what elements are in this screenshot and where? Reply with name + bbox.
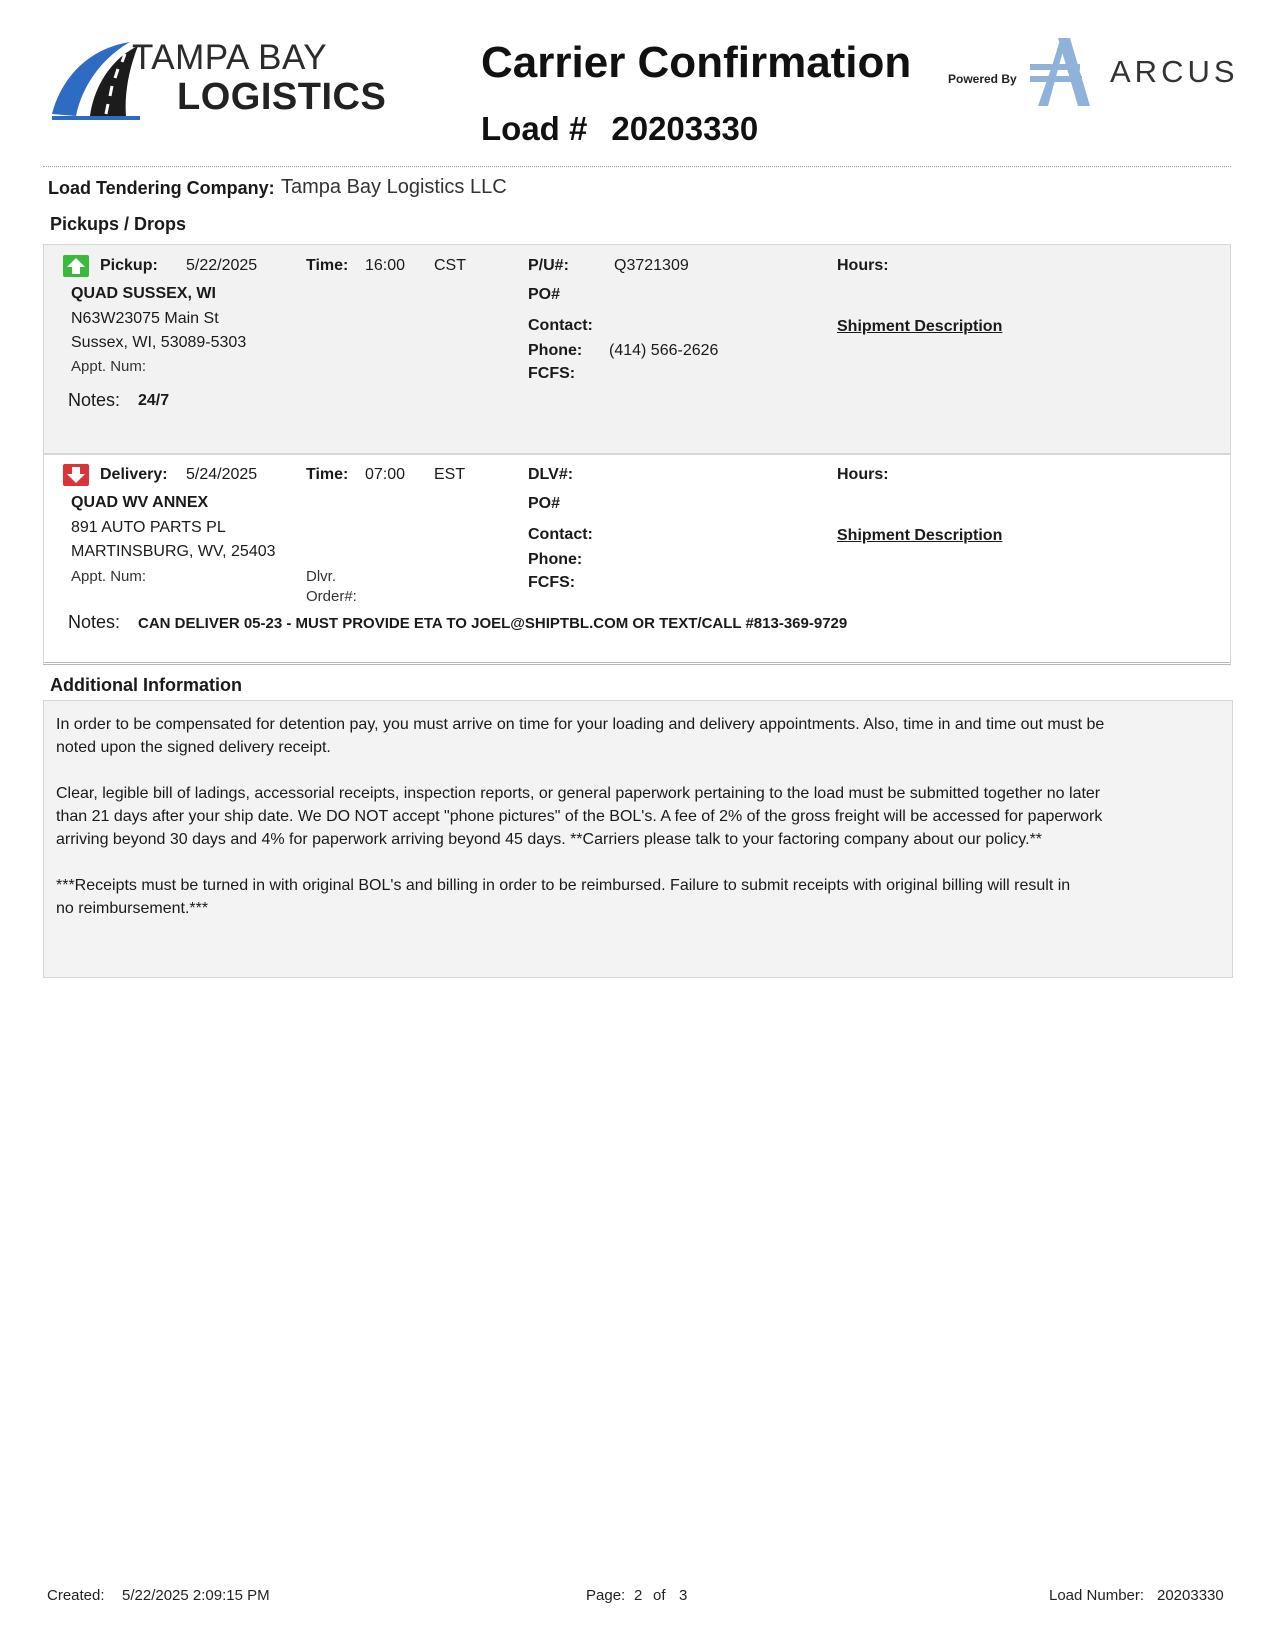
tender-company-label: Load Tendering Company:	[48, 178, 275, 198]
paperwork-paragraph-line1: Clear, legible bill of ladings, accessorial receipts, inspection reports, or general paperwork pertaining to the load must be submitted together no later	[56, 785, 1101, 802]
road-logo-icon	[50, 36, 140, 126]
pickup-time: 16:00	[365, 257, 406, 274]
detention-paragraph-line2: noted upon the signed delivery receipt.	[56, 739, 331, 756]
footer-created-label: Created:	[47, 1587, 105, 1604]
tender-company-value: Tampa Bay Logistics LLC	[281, 176, 507, 198]
pickup-ref-label: P/U#:	[528, 257, 569, 274]
delivery-hours-label: Hours:	[837, 466, 889, 483]
pickup-appt-label: Appt. Num:	[71, 358, 147, 375]
pickup-time-label: Time:	[306, 257, 349, 274]
pickup-address-line2: Sussex, WI, 53089-5303	[71, 334, 247, 351]
company-logo	[50, 30, 387, 130]
pickups-drops-title: Pickups / Drops	[50, 214, 187, 234]
delivery-down-arrow-icon	[63, 464, 89, 486]
load-number-label: Load #	[481, 110, 588, 147]
footer-page-of: of	[653, 1587, 666, 1604]
pickup-ref-value: Q3721309	[614, 257, 689, 274]
delivery-type-label: Delivery:	[100, 466, 168, 483]
additional-info-title: Additional Information	[50, 675, 242, 695]
delivery-po-label: PO#	[528, 495, 561, 512]
delivery-time-label: Time:	[306, 466, 349, 483]
delivery-timezone: EST	[434, 466, 466, 483]
pickup-hours-label: Hours:	[837, 257, 889, 274]
load-number-heading	[481, 110, 758, 148]
footer-created-value: 5/22/2025 2:09:15 PM	[122, 1587, 270, 1604]
footer-page-label: Page:	[586, 1587, 626, 1604]
pickup-up-arrow-icon	[63, 255, 89, 277]
pickup-address-line1: N63W23075 Main St	[71, 310, 219, 327]
delivery-order-label-line1: Dlvr.	[306, 568, 336, 585]
pickup-timezone: CST	[434, 257, 466, 274]
pickup-company: QUAD SUSSEX, WI	[71, 285, 216, 302]
footer-page-total: 3	[679, 1587, 688, 1604]
paperwork-paragraph-line2: than 21 days after your ship date. We DO NOT accept "phone pictures" of the BOL's. A fee of 2% of the gross freight will be accessed for paperwork	[56, 808, 1103, 825]
arcus-logo-icon	[1030, 36, 1092, 108]
delivery-notes: CAN DELIVER 05-23 - MUST PROVIDE ETA TO JOEL@SHIPTBL.COM OR TEXT/CALL #813-369-9729	[138, 615, 848, 632]
delivery-notes-label: Notes:	[68, 612, 121, 632]
pickup-shipment-description-link[interactable]: Shipment Description	[837, 318, 1003, 335]
delivery-stop	[43, 454, 1231, 665]
footer-page-current: 2	[634, 1587, 643, 1604]
logo-line-1: TAMPA BAY	[132, 38, 328, 77]
receipts-paragraph-line2: no reimbursement.***	[56, 900, 209, 917]
paperwork-paragraph-line3: arriving beyond 30 days and 4% for paperwork arriving beyond 45 days. **Carriers please talk to your factoring company about our policy.**	[56, 831, 1043, 848]
delivery-contact-label: Contact:	[528, 526, 593, 543]
delivery-shipment-description-link[interactable]: Shipment Description	[837, 527, 1003, 544]
delivery-address-line2: MARTINSBURG, WV, 25403	[71, 543, 276, 560]
delivery-ref-label: DLV#:	[528, 466, 574, 483]
pickup-stop	[43, 244, 1231, 454]
delivery-order-label-line2: Order#:	[306, 588, 357, 605]
delivery-company: QUAD WV ANNEX	[71, 494, 209, 511]
header-divider	[43, 166, 1231, 167]
footer-load-value: 20203330	[1157, 1587, 1224, 1604]
delivery-appt-label: Appt. Num:	[71, 568, 147, 585]
logo-line-2: LOGISTICS	[177, 76, 387, 118]
page-title: Carrier Confirmation	[481, 38, 912, 87]
pickup-type-label: Pickup:	[100, 257, 158, 274]
delivery-phone-label: Phone:	[528, 551, 583, 568]
powered-by-label: Powered By	[948, 72, 1017, 86]
additional-info-box	[43, 700, 1233, 978]
delivery-fcfs-label: FCFS:	[528, 574, 576, 591]
delivery-time: 07:00	[365, 466, 406, 483]
pickup-po-label: PO#	[528, 286, 561, 303]
pickup-notes: 24/7	[138, 392, 170, 409]
receipts-paragraph-line1: ***Receipts must be turned in with original BOL's and billing in order to be reimbursed. Failure to submit receipts with original billing will result in	[56, 877, 1071, 894]
arcus-logo-text: ARCUS	[1110, 54, 1239, 89]
delivery-date: 5/24/2025	[186, 466, 258, 483]
footer-load-label: Load Number:	[1049, 1587, 1145, 1604]
pickup-notes-label: Notes:	[68, 390, 121, 410]
pickup-date: 5/22/2025	[186, 257, 258, 274]
pickup-phone-value: (414) 566-2626	[609, 342, 719, 359]
detention-paragraph-line1: In order to be compensated for detention pay, you must arrive on time for your loading and delivery appointments. Also, time in and time out must be	[56, 716, 1105, 733]
pickup-contact-label: Contact:	[528, 317, 593, 334]
delivery-address-line1: 891 AUTO PARTS PL	[71, 519, 226, 536]
pickup-phone-label: Phone:	[528, 342, 583, 359]
load-number-value: 20203330	[611, 110, 759, 147]
pickup-fcfs-label: FCFS:	[528, 365, 576, 382]
